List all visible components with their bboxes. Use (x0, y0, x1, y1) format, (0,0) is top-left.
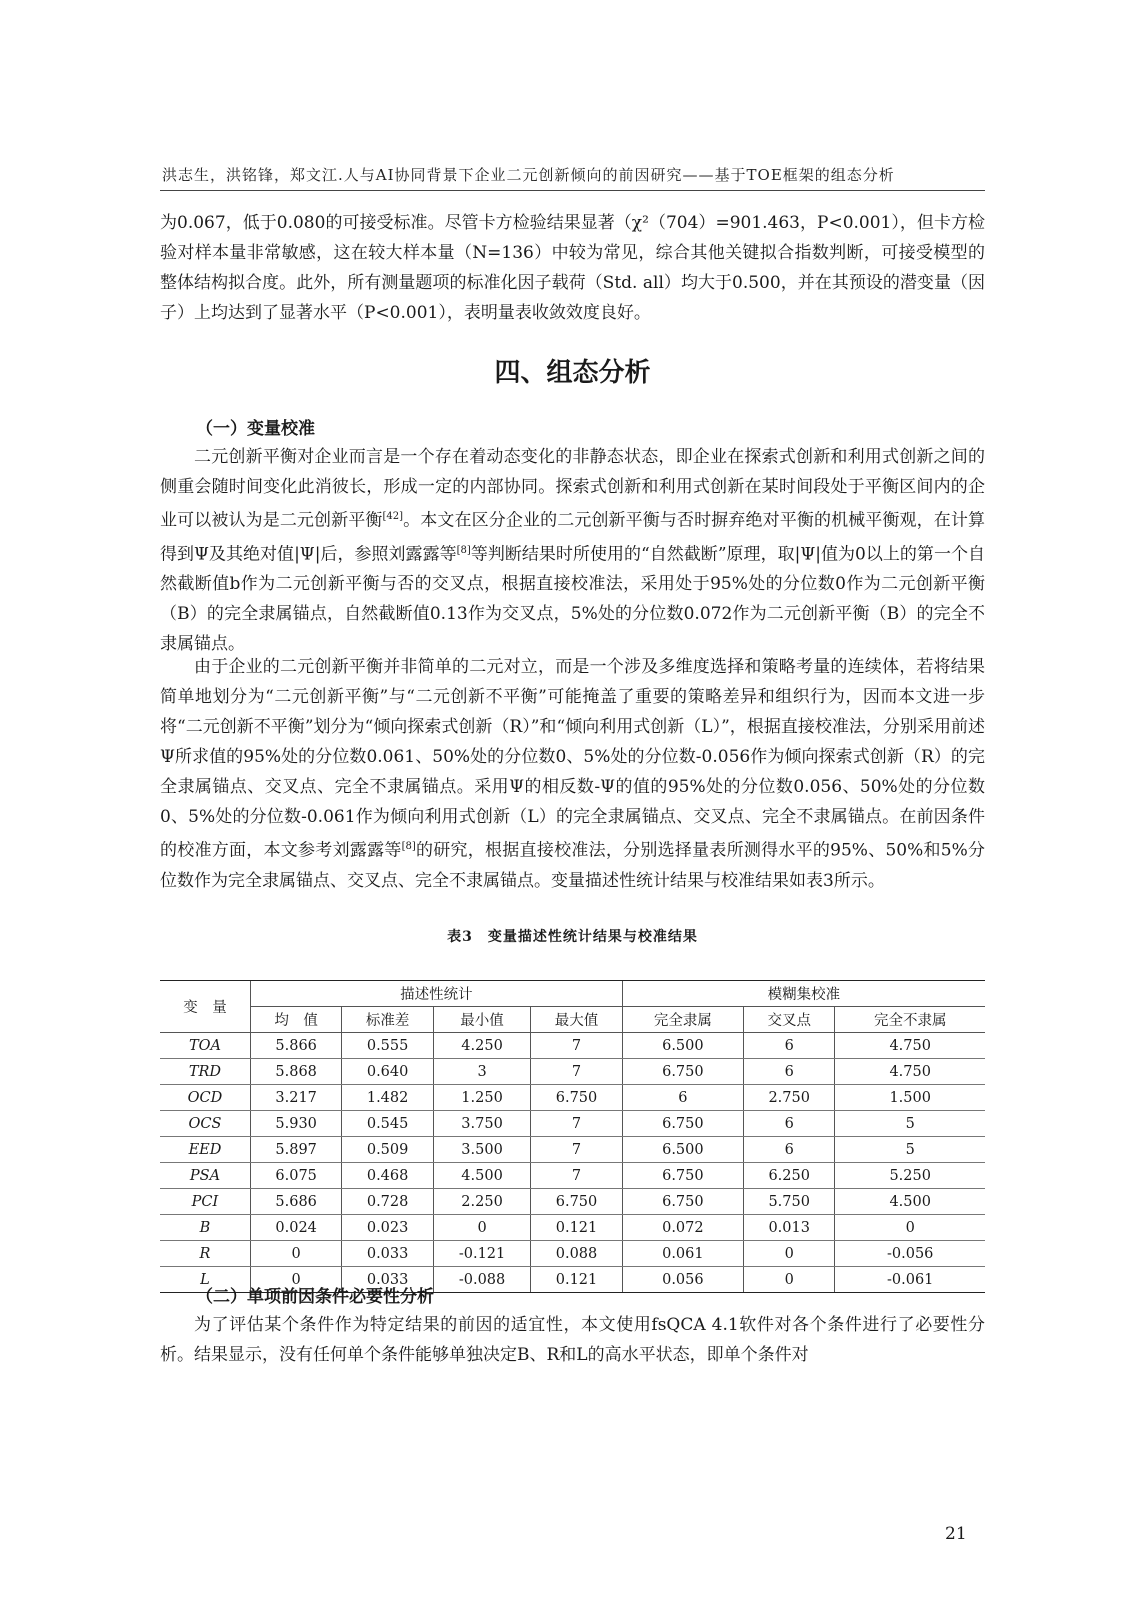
table-cell: 7 (531, 1033, 622, 1059)
table-cell: 6.750 (531, 1189, 622, 1215)
table-cell-variable: B (160, 1215, 250, 1241)
table-cell: 6.750 (622, 1189, 743, 1215)
table-cell: 2.750 (743, 1085, 834, 1111)
table-cell: 4.500 (433, 1163, 530, 1189)
running-header: 洪志生，洪铭锋，郑文江.人与AI协同背景下企业二元创新倾向的前因研究——基于TOE框架的组态分析 (162, 166, 895, 184)
table-row (160, 1163, 985, 1189)
col-header: 完全不隶属 (835, 1007, 985, 1033)
header-divider (160, 190, 985, 191)
col-header: 标准差 (342, 1007, 433, 1033)
table-cell: 0.728 (342, 1189, 433, 1215)
table-cell-variable: PCI (160, 1189, 250, 1215)
col-header: 完全隶属 (622, 1007, 743, 1033)
table-cell: 5.868 (250, 1059, 341, 1085)
col-header: 最小值 (433, 1007, 530, 1033)
table-cell: 0 (743, 1267, 834, 1293)
table-cell: 0.509 (342, 1137, 433, 1163)
table-cell: 6.750 (622, 1111, 743, 1137)
table-cell: 0.024 (250, 1215, 341, 1241)
intro-paragraph: 为0.067，低于0.080的可接受标准。尽管卡方检验结果显著（χ²（704）=901.463，P<0.001），但卡方检验对样本量非常敏感，这在较大样本量（N=136）中较为常见，综合其他关键拟合指数判断，可接受模型的整体结构拟合度。此外，所有测量题项的标准化因子载荷（Std. all）均大于0.500，并在其预设的潜变量（因子）上均达到了显著水平（P<0.001），表明量表收敛效度良好。 (160, 213, 985, 323)
table-cell: 7 (531, 1111, 622, 1137)
table-cell: 3 (433, 1059, 530, 1085)
table-cell: 7 (531, 1059, 622, 1085)
table-cell: -0.088 (433, 1267, 530, 1293)
calibration-table (160, 980, 985, 1293)
table-row (160, 1189, 985, 1215)
table-cell: 0.121 (531, 1215, 622, 1241)
table-cell: 0.555 (342, 1033, 433, 1059)
table-row (160, 1033, 985, 1059)
table-cell: 5.250 (835, 1163, 985, 1189)
table-cell: 7 (531, 1137, 622, 1163)
calibration-paragraph-2: 由于企业的二元创新平衡并非简单的二元对立，而是一个涉及多维度选择和策略考量的连续体，若将结果简单地划分为“二元创新平衡”与“二元创新不平衡”可能掩盖了重要的策略差异和组织行为，因而本文进一步将“二元创新不平衡”划分为“倾向探索式创新（R）”和“倾向利用式创新（L）”，根据直接校准法，分别采用前述Ψ所求值的95%处的分位数0.061、50%处的分位数0、5%处的分位数-0.056作为倾向探索式创新（R）的完全隶属锚点、交叉点、完全不隶属锚点。采用Ψ的相反数-Ψ的值的95%处的分位数0.056、50%处的分位数0、5%处的分位数-0.061作为倾向利用式创新（L）的完全隶属锚点、交叉点、完全不隶属锚点。在前因条件的校准方面，本文参考刘露露等[8]的研究，根据直接校准法，分别选择量表所测得水平的95%、50%和5%分位数作为完全隶属锚点、交叉点、完全不隶属锚点。变量描述性统计结果与校准结果如表3所示。 (160, 657, 985, 891)
page-number: 21 (945, 1524, 967, 1544)
table-caption: 表3 变量描述性统计结果与校准结果 (447, 929, 698, 945)
table-cell: 5.897 (250, 1137, 341, 1163)
table-cell: 0.023 (342, 1215, 433, 1241)
table-cell: 0.061 (622, 1241, 743, 1267)
table-cell: 6 (743, 1033, 834, 1059)
table-cell: 3.750 (433, 1111, 530, 1137)
table-cell: 0.640 (342, 1059, 433, 1085)
table-cell-variable: R (160, 1241, 250, 1267)
table-group-fuzzy: 模糊集校准 (622, 981, 985, 1007)
table-cell: 5.866 (250, 1033, 341, 1059)
table-cell: 0 (835, 1215, 985, 1241)
table-cell: 1.482 (342, 1085, 433, 1111)
table-group-descriptive: 描述性统计 (250, 981, 622, 1007)
subsection-title-calibration: （一）变量校准 (196, 419, 315, 439)
table-cell: 0.013 (743, 1215, 834, 1241)
table-cell: 0 (250, 1241, 341, 1267)
table-row (160, 1059, 985, 1085)
table-row (160, 1215, 985, 1241)
calibration-paragraph-1: 二元创新平衡对企业而言是一个存在着动态变化的非静态状态，即企业在探索式创新和利用式创新之间的侧重会随时间变化此消彼长，形成一定的内部协同。探索式创新和利用式创新在某时间段处于平衡区间内的企业可以被认为是二元创新平衡[42]。本文在区分企业的二元创新平衡与否时摒弃绝对平衡的机械平衡观，在计算得到Ψ及其绝对值|Ψ|后，参照刘露露等[8]等判断结果时所使用的“自然截断”原理，取|Ψ|值为0以上的第一个自然截断值b作为二元创新平衡与否的交叉点，根据直接校准法，采用处于95%处的分位数0作为二元创新平衡（B）的完全隶属锚点，自然截断值0.13作为交叉点，5%处的分位数0.072作为二元创新平衡（B）的完全不隶属锚点。 (160, 447, 986, 655)
table-cell-variable: TOA (160, 1033, 250, 1059)
table-cell: 6.250 (743, 1163, 834, 1189)
table-cell: 6 (743, 1111, 834, 1137)
table-cell: 0.056 (622, 1267, 743, 1293)
table-cell: 4.750 (835, 1033, 985, 1059)
table-cell: 4.500 (835, 1189, 985, 1215)
table-row (160, 1085, 985, 1111)
table-cell: 0 (433, 1215, 530, 1241)
citation-42: [42] (382, 511, 404, 522)
table-cell: 6 (622, 1085, 743, 1111)
table-cell: 5.686 (250, 1189, 341, 1215)
table-cell: 4.250 (433, 1033, 530, 1059)
table-cell: 1.500 (835, 1085, 985, 1111)
table-cell: 7 (531, 1163, 622, 1189)
table-row (160, 1111, 985, 1137)
table-cell-variable: OCD (160, 1085, 250, 1111)
table-cell: 0.545 (342, 1111, 433, 1137)
table-cell-variable: TRD (160, 1059, 250, 1085)
table-cell: -0.056 (835, 1241, 985, 1267)
table-cell: 3.217 (250, 1085, 341, 1111)
table-cell-variable: L (160, 1267, 250, 1293)
table-cell: 6.750 (622, 1059, 743, 1085)
table-var-header: 变 量 (160, 981, 250, 1033)
table-cell: 6.500 (622, 1033, 743, 1059)
table-cell: 6 (743, 1137, 834, 1163)
table-cell: 0.072 (622, 1215, 743, 1241)
table-cell-variable: OCS (160, 1111, 250, 1137)
table-cell: 2.250 (433, 1189, 530, 1215)
table-cell: 5.930 (250, 1111, 341, 1137)
table-cell: -0.061 (835, 1267, 985, 1293)
table-cell: 0.468 (342, 1163, 433, 1189)
section-title: 四、组态分析 (494, 358, 651, 388)
table-cell: 3.500 (433, 1137, 530, 1163)
table-cell: 6.750 (531, 1085, 622, 1111)
table-cell: 5 (835, 1111, 985, 1137)
table-cell: 1.250 (433, 1085, 530, 1111)
table-row (160, 1241, 985, 1267)
col-header: 均 值 (250, 1007, 341, 1033)
citation-8: [8] (456, 544, 471, 556)
table-cell: 6.750 (622, 1163, 743, 1189)
table-cell: 6.075 (250, 1163, 341, 1189)
table-cell: 0 (743, 1241, 834, 1267)
table-cell: 0.033 (342, 1241, 433, 1267)
table-cell: 0.088 (531, 1241, 622, 1267)
subsection-title-necessity: （二）单项前因条件必要性分析 (196, 1287, 434, 1307)
table-cell-variable: EED (160, 1137, 250, 1163)
necessity-paragraph: 为了评估某个条件作为特定结果的前因的适宜性，本文使用fsQCA 4.1软件对各个条件进行了必要性分析。结果显示，没有任何单个条件能够单独决定B、R和L的高水平状态，即单个条件对 (160, 1315, 985, 1365)
table-cell: 4.750 (835, 1059, 985, 1085)
table-cell: 0.033 (342, 1267, 433, 1293)
col-header: 最大值 (531, 1007, 622, 1033)
table-cell: 0 (250, 1267, 341, 1293)
table-cell: 5 (835, 1137, 985, 1163)
table-cell: 6 (743, 1059, 834, 1085)
table-cell: 6.500 (622, 1137, 743, 1163)
col-header: 交叉点 (743, 1007, 834, 1033)
table-row (160, 1137, 985, 1163)
citation-8-second: [8] (401, 841, 416, 852)
table-cell: 0.121 (531, 1267, 622, 1293)
table-cell-variable: PSA (160, 1163, 250, 1189)
table-cell: -0.121 (433, 1241, 530, 1267)
table-cell: 5.750 (743, 1189, 834, 1215)
